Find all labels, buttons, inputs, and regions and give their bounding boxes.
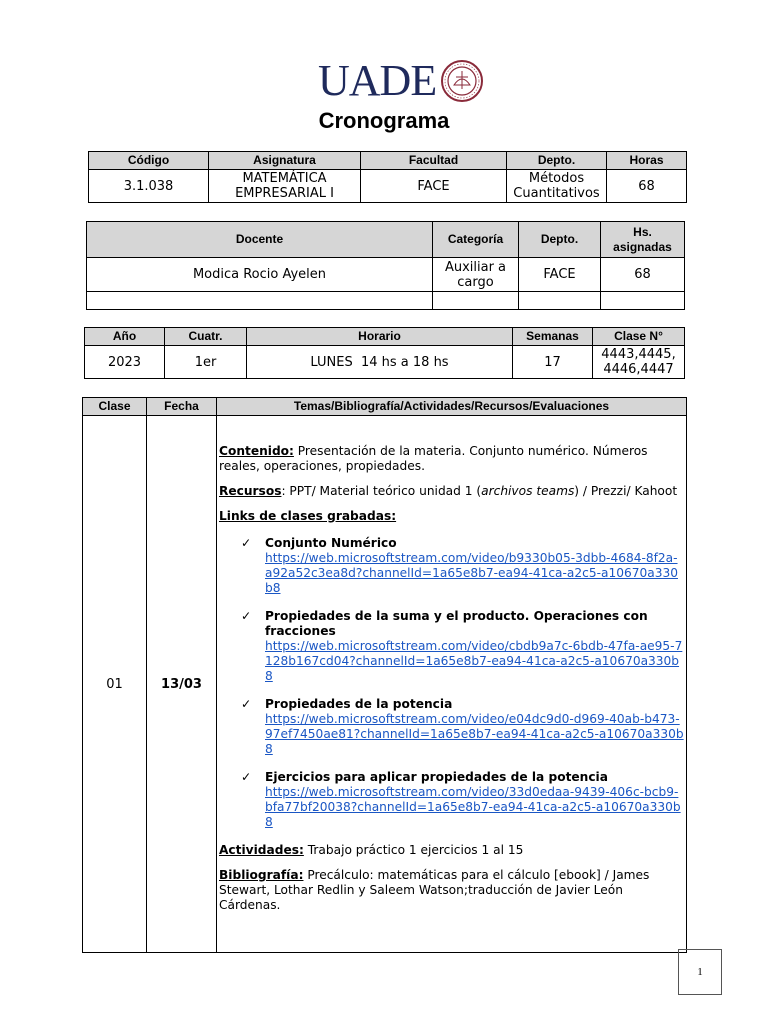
header-fecha: Fecha xyxy=(147,398,217,416)
list-item xyxy=(219,697,684,757)
recursos-italic: archivos teams xyxy=(481,484,575,498)
checkmark-icon: ✓ xyxy=(241,697,252,711)
cell-clase: 01 xyxy=(83,416,147,953)
recursos-text: : PPT/ Material teórico unidad 1 ( xyxy=(281,484,482,498)
video-link[interactable]: https://web.microsoftstream.com/video/b9330b05-3dbb-4684-8f2a-a92a52c3ea8d?channelId=1a65e8b7-ea94-41ca-a2c5-a10670a330b8 xyxy=(265,551,678,595)
actividades-paragraph xyxy=(219,843,684,858)
cell-temas xyxy=(217,416,687,953)
list-item xyxy=(219,536,684,596)
recorded-links-list xyxy=(219,536,684,830)
cell-fecha: 13/03 xyxy=(147,416,217,953)
link-title: Propiedades de la suma y el producto. Operaciones con fracciones xyxy=(265,609,648,638)
cell-depto: FACE xyxy=(519,258,601,292)
header-categoria: Categoría xyxy=(433,222,519,258)
header-facultad: Facultad xyxy=(361,152,507,170)
links-label: Links de clases grabadas: xyxy=(219,509,397,523)
recursos-text-end: ) / Prezzi/ Kahoot xyxy=(574,484,678,498)
header-clase-numero: Clase N° xyxy=(593,328,685,346)
actividades-label: Actividades: xyxy=(219,843,304,857)
header-horas: Horas xyxy=(607,152,687,170)
checkmark-icon: ✓ xyxy=(241,609,252,623)
header-clase: Clase xyxy=(83,398,147,416)
link-title: Propiedades de la potencia xyxy=(265,697,453,711)
cell-horario: LUNES 14 hs a 18 hs xyxy=(247,346,513,379)
header-docente: Docente xyxy=(87,222,433,258)
header-cuatrimestre: Cuatr. xyxy=(165,328,247,346)
cell-docente: Modica Rocio Ayelen xyxy=(87,258,433,292)
logo-text: UADE xyxy=(318,56,437,105)
empty-cell xyxy=(519,292,601,310)
cell-hs-asignadas: 68 xyxy=(601,258,685,292)
empty-cell xyxy=(87,292,433,310)
video-link[interactable]: https://web.microsoftstream.com/video/33d0edaa-9439-406c-bcb9-bfa77bf20038?channelId=1a65e8b7-ea94-41ca-a2c5-a10670a330b8 xyxy=(265,785,681,829)
empty-cell xyxy=(433,292,519,310)
checkmark-icon: ✓ xyxy=(241,536,252,550)
cell-semanas: 17 xyxy=(513,346,593,379)
cell-facultad: FACE xyxy=(361,170,507,203)
header-anio: Año xyxy=(85,328,165,346)
cell-cuatrimestre: 1er xyxy=(165,346,247,379)
course-table xyxy=(88,151,687,203)
page-number: 1 xyxy=(678,949,722,995)
header-temas: Temas/Bibliografía/Actividades/Recursos/Evaluaciones xyxy=(217,398,687,416)
link-title: Ejercicios para aplicar propiedades de la potencia xyxy=(265,770,608,784)
page-title: Cronograma xyxy=(318,108,450,133)
teacher-table xyxy=(86,221,685,310)
cell-anio: 2023 xyxy=(85,346,165,379)
list-item xyxy=(219,609,684,684)
bibliografia-label: Bibliografía: xyxy=(219,868,304,882)
video-link[interactable]: https://web.microsoftstream.com/video/e04dc9d0-d969-40ab-b473-97ef7450ae81?channelId=1a65e8b7-ea94-41ca-a2c5-a10670a330b8 xyxy=(265,712,684,756)
header-codigo: Código xyxy=(89,152,209,170)
header-depto: Depto. xyxy=(519,222,601,258)
list-item xyxy=(219,770,684,830)
link-title: Conjunto Numérico xyxy=(265,536,397,550)
header-semanas: Semanas xyxy=(513,328,593,346)
university-seal-icon xyxy=(440,59,484,103)
contenido-paragraph xyxy=(219,444,684,474)
recursos-paragraph xyxy=(219,484,684,499)
header-depto: Depto. xyxy=(507,152,607,170)
schedule-table xyxy=(84,327,685,379)
cell-depto: Métodos Cuantitativos xyxy=(507,170,607,203)
uade-logo xyxy=(318,54,484,108)
bibliografia-paragraph xyxy=(219,868,684,913)
empty-cell xyxy=(601,292,685,310)
contenido-label: Contenido: xyxy=(219,444,294,458)
cell-codigo: 3.1.038 xyxy=(89,170,209,203)
cell-horas: 68 xyxy=(607,170,687,203)
recursos-label: Recursos xyxy=(219,484,282,498)
contenido-text: Presentación de la materia. Conjunto numérico. Números reales, operaciones, propiedades. xyxy=(219,444,648,473)
bibliografia-text: Precálculo: matemáticas para el cálculo [ebook] / James Stewart, Lothar Redlin y Saleem Watson;traducción de Javier León Cárdenas. xyxy=(219,868,650,912)
checkmark-icon: ✓ xyxy=(241,770,252,784)
video-link[interactable]: https://web.microsoftstream.com/video/cbdb9a7c-6bdb-47fa-ae95-7128b167cd04?channelId=1a65e8b7-ea94-41ca-a2c5-a10670a330b8 xyxy=(265,639,683,683)
cell-asignatura: MATEMÁTICA EMPRESARIAL I xyxy=(209,170,361,203)
cell-categoria: Auxiliar a cargo xyxy=(433,258,519,292)
header-horario: Horario xyxy=(247,328,513,346)
actividades-text: Trabajo práctico 1 ejercicios 1 al 15 xyxy=(303,843,524,857)
cell-clase-numero: 4443,4445, 4446,4447 xyxy=(593,346,685,379)
classes-table xyxy=(82,397,687,953)
header-asignatura: Asignatura xyxy=(209,152,361,170)
links-paragraph xyxy=(219,509,684,524)
header-hs-asignadas: Hs. asignadas xyxy=(601,222,685,258)
